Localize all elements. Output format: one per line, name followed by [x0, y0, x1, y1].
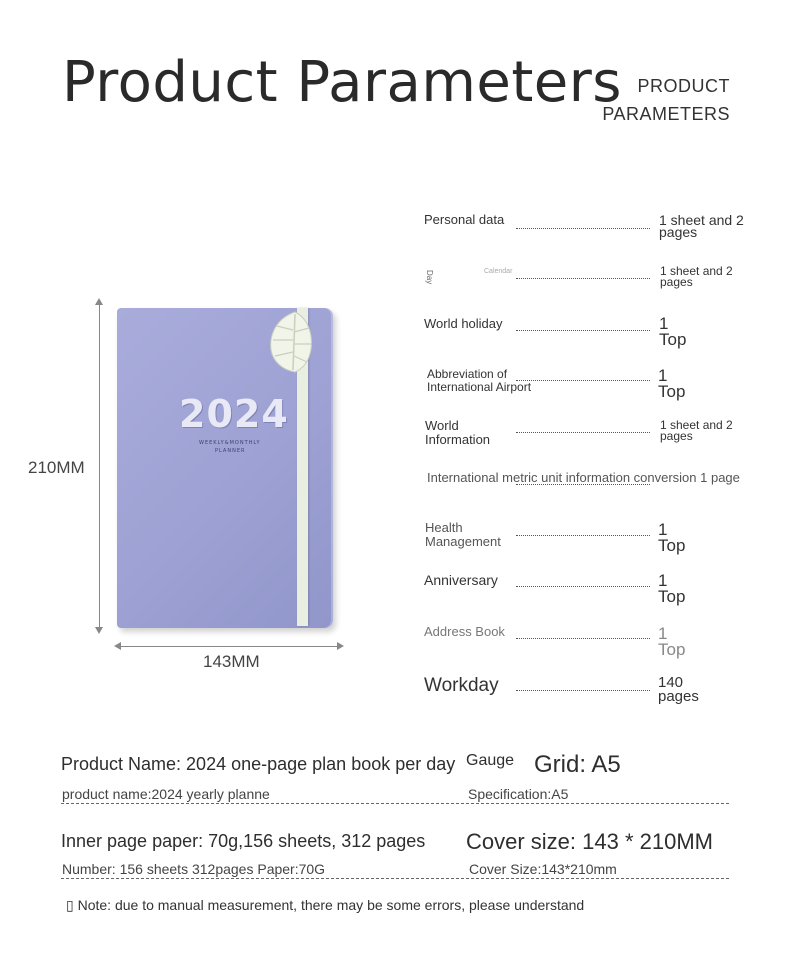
- param-label: Health Management: [425, 520, 501, 549]
- leader-dots: [516, 535, 650, 536]
- spec-cover-size-sub: Cover Size:143*210mm: [469, 861, 617, 877]
- cover-subtitle-2: PLANNER: [215, 448, 246, 454]
- param-label: Anniversary: [424, 572, 498, 588]
- leader-dots: [516, 228, 650, 229]
- spec-gauge-sub: Specification:A5: [468, 786, 569, 802]
- spec-product-name-sub: product name:2024 yearly planne: [62, 786, 270, 802]
- param-label: Calendar: [484, 268, 513, 275]
- param-label: Abbreviation of International Airport: [427, 367, 532, 394]
- leader-dots: [516, 690, 650, 691]
- leader-dots: [516, 638, 650, 639]
- param-value: 1 Top: [659, 314, 687, 349]
- spec-gauge: Gauge: [466, 752, 515, 769]
- height-label: 210MM: [28, 458, 85, 477]
- param-value: 140 pages: [658, 674, 699, 705]
- cover-year: 2024: [179, 392, 289, 436]
- spec-divider: [61, 803, 729, 804]
- spec-product-name: Product Name: 2024 one-page plan book per day: [61, 754, 456, 774]
- param-value: 1 Top: [658, 520, 686, 555]
- param-value: 1 Top: [658, 624, 686, 659]
- param-value: 1 sheet and 2 pages: [660, 264, 733, 289]
- width-label: 143MM: [203, 652, 260, 671]
- param-label: World holiday: [424, 316, 503, 331]
- param-value: 1 sheet and 2 pages: [660, 418, 733, 443]
- notebook-cover: [117, 308, 333, 628]
- disclaimer-note: ▯ Note: due to manual measurement, there may be some errors, please understand: [66, 897, 585, 913]
- leader-dots: [516, 432, 650, 433]
- page-title: Product Parameters: [62, 50, 622, 115]
- param-label: Personal data: [424, 212, 505, 227]
- leaf-bookmark-icon: [265, 310, 315, 374]
- param-label: Workday: [424, 675, 499, 696]
- subtitle-line-2: PARAMETERS: [602, 104, 730, 124]
- param-label-day: Day: [425, 270, 434, 285]
- param-value: 1 Top: [658, 571, 686, 606]
- height-dimension-arrow: [99, 300, 100, 632]
- subtitle-line-1: PRODUCT: [637, 76, 730, 96]
- leader-dots: [516, 380, 650, 381]
- param-label: World Information: [425, 418, 491, 447]
- leader-dots: [516, 586, 650, 587]
- leader-dots: [516, 330, 650, 331]
- spec-inner-paper: Inner page paper: 70g,156 sheets, 312 pages: [61, 831, 426, 851]
- spec-cover-size: Cover size: 143 * 210MM: [466, 829, 713, 854]
- spec-divider: [61, 878, 729, 879]
- param-label: Address Book: [424, 624, 505, 639]
- cover-subtitle: WEEKLY&MONTHLY: [199, 440, 261, 446]
- param-label: International metric unit information conversion 1 page: [427, 470, 740, 485]
- param-value: 1 sheet and 2 pages: [659, 212, 744, 240]
- param-value: 1 Top: [658, 366, 686, 401]
- leader-dots: [516, 484, 650, 485]
- page-subtitle: [600, 72, 730, 128]
- spec-grid: Grid: A5: [534, 751, 621, 778]
- width-dimension-arrow: [116, 646, 342, 647]
- leader-dots: [516, 278, 650, 279]
- spec-inner-paper-sub: Number: 156 sheets 312pages Paper:70G: [62, 861, 326, 877]
